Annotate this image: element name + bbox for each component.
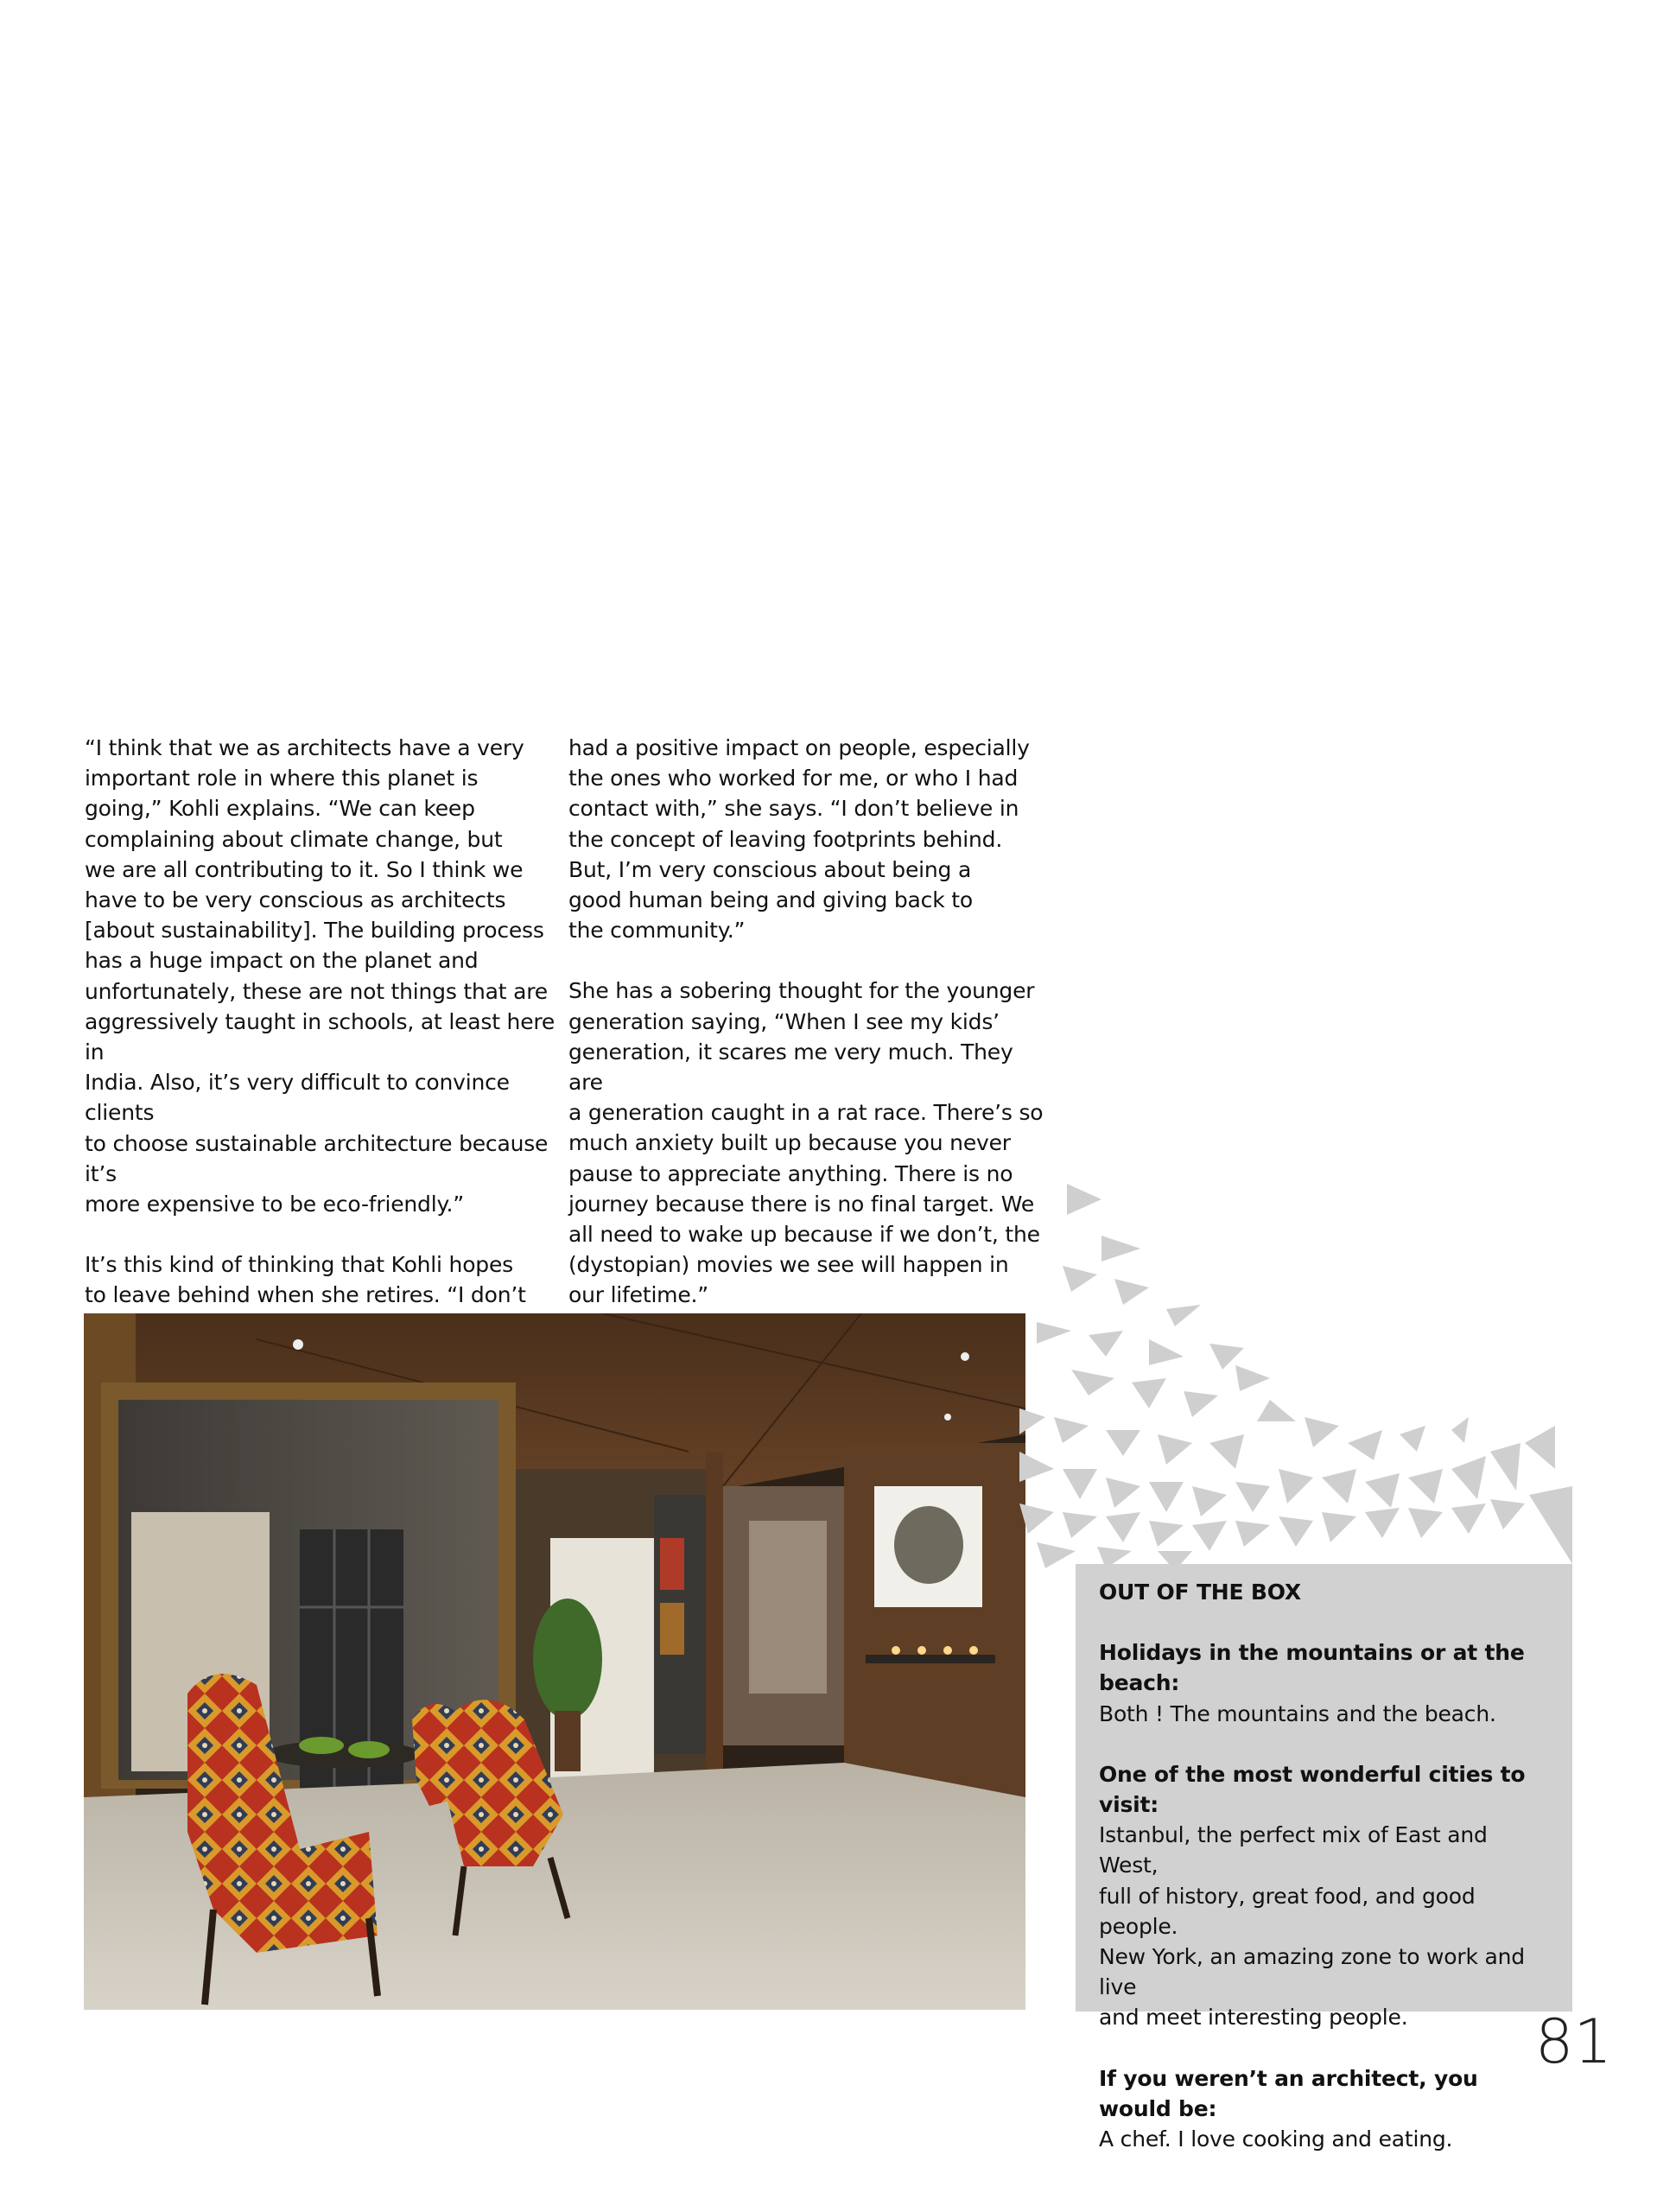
sidebar-question: One of the most wonderful cities to visit: bbox=[1099, 1761, 1526, 1818]
page-number: 81 bbox=[1534, 2006, 1612, 2077]
article-paragraph: It’s this kind of thinking that Kohli hopes to leave behind when she retires. “I don’t bbox=[85, 1252, 526, 1308]
article-column-left bbox=[85, 733, 568, 1402]
article-column-right bbox=[568, 733, 1052, 1341]
article-paragraph: “I think that we as architects have a very important role in where this planet is going,” Kohli explains. “We can keep complaining about climate change, but we are all contributing to it. So I think we have to be very conscious as architects [about sustainability]. The building process has a huge impact on the planet and unfortunately, these are not things that are aggressively taught in schools, at least here in India. Also, it’s very difficult to convince clients to choose sustainable architecture because it’s more expensive to be eco-friendly.” bbox=[85, 735, 555, 1217]
article-paragraph: She has a sobering thought for the younger generation saying, “When I see my kids’ generation, it scares me very much. They are a generation caught in a rat race. There’s so much anxiety built up because you never pause to appreciate anything. There is no journey because there is no final target. We all need to wake up because if we don’t, the (dystopian) movies we see will happen in our lifetime.” bbox=[568, 978, 1044, 1308]
sidebar-answer: Both ! The mountains and the beach. bbox=[1099, 1700, 1496, 1726]
article-paragraph: had a positive impact on people, especially the ones who worked for me, or who I had contact with,” she says. “I don’t believe in the concept of leaving footprints behind. But, I’m very conscious about being a good human being and giving back to the community.” bbox=[568, 735, 1030, 944]
sidebar-question: If you weren’t an architect, you would be: bbox=[1099, 2065, 1478, 2121]
out-of-the-box-sidebar bbox=[1076, 1564, 1572, 2152]
decorative-triangles bbox=[1019, 1184, 1590, 1573]
interior-photo bbox=[84, 1313, 1025, 2010]
sidebar-question: Holidays in the mountains or at the beach: bbox=[1099, 1640, 1525, 1696]
sidebar-answer: Istanbul, the perfect mix of East and West, full of history, great food, and good people. New York, an amazing zone to work and live and meet interesting people. bbox=[1099, 1822, 1525, 2031]
sidebar-title: OUT OF THE BOX bbox=[1099, 1580, 1301, 1605]
sidebar-answer: A chef. I love cooking and eating. bbox=[1099, 2126, 1453, 2152]
